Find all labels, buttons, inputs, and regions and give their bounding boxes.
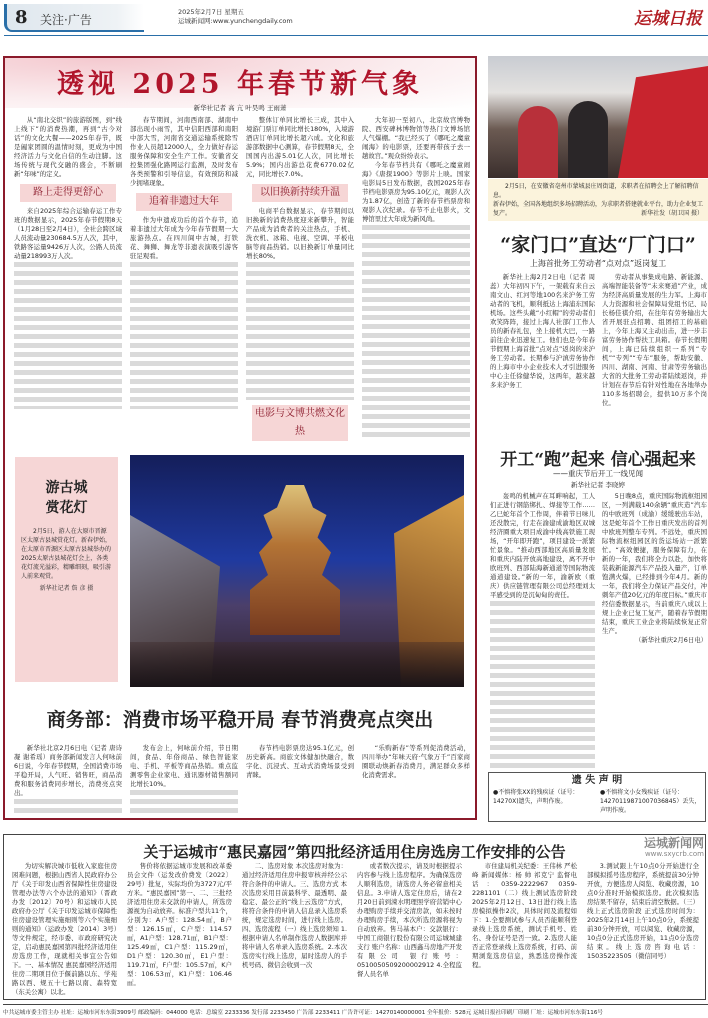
website: 运城新闻网:www.yunchengdaily.com bbox=[178, 17, 293, 25]
commerce-col-1: 新华社北京2月6日电（记者 唐诗凝 谢希瑶）商务部新闻发言人何咏前6日说，今年春节假期，全国消费市场平稳开局，人气旺、销售旺，商品消费和服务消费同步增长，消费亮点突出。 bbox=[14, 744, 122, 816]
feature-title: 透视 2025 年春节新气象 bbox=[57, 69, 423, 100]
crowd-shape bbox=[130, 642, 464, 687]
newspaper-logo: 运城日报 bbox=[634, 9, 702, 29]
announcement-col-6: 3.测试跟上午10点0分开始进行全部模拟摇号选房程序，系统提前30分钟开放，方便选房人阅览、收藏房源，10点0分准时开始模拟选房。此次模拟选房结果不留存，结束后清空数据。（三）线上正式选房阶段 正式选房时间为：2025年2月14日上午10点0分，系统提前30分钟开放，可以阅览、收藏房源，10点0分正式选房开始，11点0分选房结束。线上选房咨询电话：15035223505（微信同号） bbox=[587, 862, 699, 960]
job-fair-photo bbox=[488, 56, 708, 178]
shanghai-title: “家门口”直达“厂门口” bbox=[500, 234, 696, 256]
feature-byline: 新华社记者 高 亢 叶昊鸣 王雨萧 bbox=[193, 104, 287, 112]
announcement-title: 关于运城市“惠民嘉园”第四批经济适用住房选房工作安排的公告 bbox=[143, 843, 566, 861]
masthead bbox=[0, 0, 708, 36]
commerce-col-2: 发布会上，何咏前介绍，节日期间，食品、年俗商品、绿色智能家电、手机、平板等商品热销。重点监测零售企业家电、通讯器材销售额同比增长10%。 bbox=[130, 744, 238, 816]
subhead: 路上走得更舒心 bbox=[20, 184, 116, 202]
subhead: 追着非遗过大年 bbox=[136, 193, 232, 211]
commerce-col-3: 春节档电影票房达95.1亿元，创历史新高。商旅文体健加快融合，数字化、沉浸式、互动式消费场景受到青睐。 bbox=[246, 744, 354, 779]
feature-col-4: 大年初一至初八，北京故宫博物院、西安碑林博物馆等热门文博场馆人气爆棚。“我已经买了《哪吒之魔童闹海》的电影票，还要再带孩子去一趟故宫。”观众纷纷表示。 今年春节档共有《哪吒之魔童闹海》《唐探1900》等影片上映。国家电影局5日发布数据，我国2025年春节档电影票房为95.10亿元，观影人次为1.87亿，创造了新的春节档票房和观影人次纪录。春节不止电影火，文博馆里过大年成为新风尚。 bbox=[362, 116, 470, 440]
chongqing-byline: 新华社记者 李晓婷 bbox=[570, 481, 626, 489]
person-shape bbox=[568, 101, 608, 178]
chongqing-col-1: 轰鸣的机械声在耳畔响起，工人们正进行钢筋绑扎、焊接等工作……乙巳蛇年首个工作周，伴着节日味儿还没散完，行走在渝建成渝地区双城经济圈重大项目成渝中线高铁施工现场，“开年即开跑”，项目建设一派繁忙景象。“推动西部地区高质量发展和重庆内陆开放高地建设，离不开中欧班列、西部陆海新通道等国际物流通道建设。”新的一年，渝新欧（重庆）供应链管理有限公司总经理刘太平感受到的是沉甸甸的责任。 bbox=[490, 492, 595, 770]
lantern-photo bbox=[130, 455, 464, 687]
footer: 中共运城市委主管主办 社址：运城市河东东街3909号 邮政编码：044000 电话：总编室 2233336 发行部 2233450 广告部 2233411 广告许可证：14270140000001 全年报价：528元 运城日报社印刷厂印刷 厂址：运城市河东东街116号 bbox=[3, 1004, 708, 1016]
lost-notice-item: ●不慎将张XX的残疾证（证号：14270X)遗失，声明作废。 bbox=[493, 789, 579, 805]
watermark-logo: 运城新闻网 www.sxycrb.com bbox=[643, 836, 704, 858]
announcement-col-1: 为切实解决城市低收入家庭住房困难问题，根据山西省人民政府办公厅《关于印发山西省保障性住房建设管理办法等六个办法的通知》（晋政办发〔2012〕70号）和运城市人民政府办公厅《关于印发运城市保障性住房建设管理实施细则等六个实施细则的通知》（运政办发〔2014〕3号）等文件规定，经市委、市政府研究决定，启动惠民嘉园第四批经济适用住房选房工作，现就相关事宜公告如下。一、基本情况 惠民嘉园经济适用住房二期项目位于偃前路以东、学苑路以西、规五十七路以南、森特宽（东关公寓）以北。 bbox=[12, 862, 117, 996]
announcement-col-5: 市住建局机关纪委：王伟林 严松峰 新闻媒体：杨 帅 祁克宁 监督电话：0359-2222967 0359-2281101（二）线上测试选房阶段 2025年2月12日、13日进行线上选房模拟操作2次，具体时间及流程如下：1.全要测试参与人员否能顺利登录线上选房系统，测试手机号、姓名、身份证号是否一致。2.选房人能否正常登录线上选房系统，打码、前期浏览选房信息，熟悉选房操作流程。 bbox=[472, 862, 577, 969]
shanghai-subtitle: 上海首批务工劳动者“点对点”返岗复工 bbox=[529, 259, 667, 268]
section-tab bbox=[4, 4, 144, 32]
lost-notice-title: 遗 失 声 明 bbox=[571, 775, 623, 786]
chongqing-title: 开工“跑”起来 信心强起来 bbox=[500, 450, 696, 470]
chongqing-subtitle: ——重庆节后开工一线见闻 bbox=[553, 469, 643, 478]
subhead: 以旧换新持续升温 bbox=[252, 184, 348, 202]
issue-date: 2025年2月7日 星期五 bbox=[178, 8, 244, 16]
feature-col-3: 整体订单同比增长三成，其中入境游门票订单同比增长180%，入境游酒店订单同比增长超六成。文化和旅游部数据中心测算，春节假期8天，全国国内出游5.01亿人次，同比增长5.9%；国内出游总花费6770.02亿元，同比增长7.0%。 以旧换新持续升温 电商平台数据显示，春节期间以旧换新的消费热度迎来新攀升，智能产品成为消费者的关注热点，手机、洗衣机、冰箱、电视、空调、平板电脑等商品热销。以旧换新订单量同比增长80%。 电影与文博共燃文化热 bbox=[246, 116, 354, 444]
pagoda-shape bbox=[250, 485, 340, 635]
lost-notice bbox=[488, 772, 706, 822]
lantern-title-2: 赏花灯 bbox=[45, 500, 88, 516]
lantern-title-1: 游古城 bbox=[45, 480, 88, 496]
section-name: 关注·广告 bbox=[40, 13, 92, 27]
feature-header bbox=[5, 58, 475, 108]
lantern-text: 2月5日，游人在大原市晋源区太原古县城赏花灯。新春伊始，在太原市晋源区太原古县城举办的2025太原古县城花灯会上，各类花灯流光溢彩，精雕细刻，吸引游人前来观赏。 bbox=[21, 528, 112, 580]
lost-notice-item: ●不慎将文小女残疾证（证号：14270119871007036845）丢失，声明作废。 bbox=[600, 789, 701, 814]
person-shape bbox=[518, 106, 558, 178]
lantern-caption-box bbox=[15, 457, 118, 682]
banner-shape bbox=[618, 66, 708, 178]
announcement-col-2: 售价将依据运城市发展和改革委员会文件（运发改价费发〔2022〕29号）批复，实际均价为3727元/平方米。“惠民嘉园”第一、二、三批经济适用住房未交款的申请人，所选房源视为自动放弃。标准户型共11个，分别为：A户型：128.54㎡，B户型：126.15㎡，C户型：114.57㎡，A1户型：128.71㎡，B1户型：125.49㎡，C1户型：115.29㎡，D1户型：120.30㎡，E1户型：119.71㎡，F户型：105.57㎡，K户型：106.53㎡，K1户型：106.46㎡。 bbox=[127, 862, 232, 987]
feature-col-2: 春节期间，河南西南部、湖南中部出现小雨雪，其中信阳西部和南阳中部大雪，河南省交通运输系统除雪作业人员超12000人，全力做好春运服务保障和安全生产工作。安徽省交控集团强化路网运行监测，及时发布各类预警和引导信息，有效预防和减少拥堵现象。 追着非遗过大年 作为申遗成功后的首个春节，追着非遗过大年成为今年春节假期一大旅游热点。在四川阆中古城，打铁花、舞狮、舞龙等非遗表演吸引游客驻足观看。 bbox=[130, 116, 238, 409]
shanghai-col-2: 劳动者从事集成电路、新能源、高端智能装备等“未来赛道”产业，成为经济高质量发展的生力军。上海市人力资源和社会保障局党组书记、局长杨佳祺介绍，在往年有劳务输出大省开展驻点招聘、组团招工的基础上，今年上海又主动出击，进一步丰富劳务协作帮扶工具箱。春节长假期间，上海已陆续组织一系列“专机”“专列”“专车”服务，帮助安徽、四川、湖南、河南、甘肃等劳务输出大省的大批务工劳动者陆续返岗，并计划在春节后有针对性地在各地举办110多场招聘会，提供10万多个岗位。 bbox=[602, 273, 707, 407]
masthead-rule bbox=[4, 35, 708, 36]
commerce-title: 商务部：消费市场平稳开局 春节消费亮点突出 bbox=[46, 709, 434, 731]
announcement-col-4: 或者数次提示，请及时根据提示内容参与线上选房程序。为确保选房人顺利选房，请选房人务必留意相关信息。3.申请人选定住房后，请在2月20日前到涑水明理照学府营销中心办理购房手续并交清房款，如未按时办理购房手续，本次所选房源将视为自动放弃。售马基本户：交款银行：中国工商银行股份有限公司运城城建支行 账户名称：山西鑫马房地产开发有限公司 银行账号：0510050509200002912 4.全程监督人员名单 bbox=[357, 862, 462, 978]
shanghai-col-1: 新华社上海2月2日电（记者 周 蕊）大年初四下午，一架载有来自云南文山、红河等地100名来沪务工劳动者的飞机，顺利抵达上海浦东国际机场。这些头戴“小红帽”的劳动者们欢笑阵阵，接过上海人社部门工作人员的新春礼包，坐上接机大巴，一路前往企业迅速复工。他们也是今年春节假期上海首批“点对点”返岗的来沪务工劳动者。长期参与沪滇劳务协作的上海市中小企业技术人才引进服务中心主任徐健华说，这两年，越来越多来沪务工 bbox=[490, 273, 595, 389]
announcement-col-3: 二、选房对象 本次选房对象为：通过经济适用住房申报审核并经公示符合条件的申请人。三、选房方式 本次选房采用目前最科学、最透明、最稳定、最公正的“线上云选房”方式，将符合条件的申请人信息录入选房系统，规定选房时间，进行线上选房。四、选房流程（一）线上选房须知 1.根据申请人名单制作选房人数据库并将申请人名单录入选房系统。2.本次选房实行线上选房，届时选房人的手机号码、微信会收到一次 bbox=[242, 862, 347, 969]
commerce-col-4: “乐购新春”等系列促消费活动，四川举办“年味天府·气象万千”百家商圈联动焕新春消费月，满足群众多样化消费需求。 bbox=[362, 744, 470, 779]
subhead: 电影与文博共燃文化热 bbox=[252, 405, 348, 441]
page-number: 8 bbox=[15, 7, 28, 28]
chongqing-col-2: 5日晚8点，重庆国际物流枢纽园区，一列满载140余辆“重庆造”汽车的中欧班列（成渝）缓缓驶出车站，这是蛇年首个工作日重庆发出的首列中欧班列整车专列。不远处，重庆国际物流枢纽园区的货运场站一派繁忙。“高效便捷，服务保障有力，在新的一年，我们将全力以赴，加快将装载新能源汽车产品投入量产，订单饱满火爆，已经排到今年4月。新的一年，我们将全力保证产品交付，冲刺年产值20亿元的年度目标。”重庆市经信委数据显示，当前重庆八成以上规上企业已复工复产，随着春节假期结束，重庆工业企业将陆续恢复正常生产。 （新华社重庆2月6日电） bbox=[602, 492, 707, 644]
feature-col-1: 从“南北交织”的旅游版图，到“线上线下”的消费热潮，再到“古今对话”的文化大餐——2025年春节，既是阖家团圆的温情时刻，更成为中国经济活力与文化自信的生动注脚。这场传统与现代交融的盛会，不断刷新“年味”的定义。 路上走得更舒心 来自2025年综合运输春运工作专班的数据显示，2025年春节假期8天（1月28日至2月4日），全社会跨区域人员流动量230684.5万人次，其中，铁路客运量9426万人次，公路人员流动量218993万人次。 bbox=[14, 116, 122, 409]
lantern-credit: 新华社记者 詹 彦 摄 bbox=[39, 585, 94, 592]
photo-caption: 2月5日，在安徽省亳州市蒙城县庄周街道，求职者在招聘会上了解招聘信息。 新春伊始，全国各地组织多场招聘活动，为求职者搭建就业平台，助力企业复工复产。 新华社发（胡卫国 摄） bbox=[488, 179, 708, 221]
